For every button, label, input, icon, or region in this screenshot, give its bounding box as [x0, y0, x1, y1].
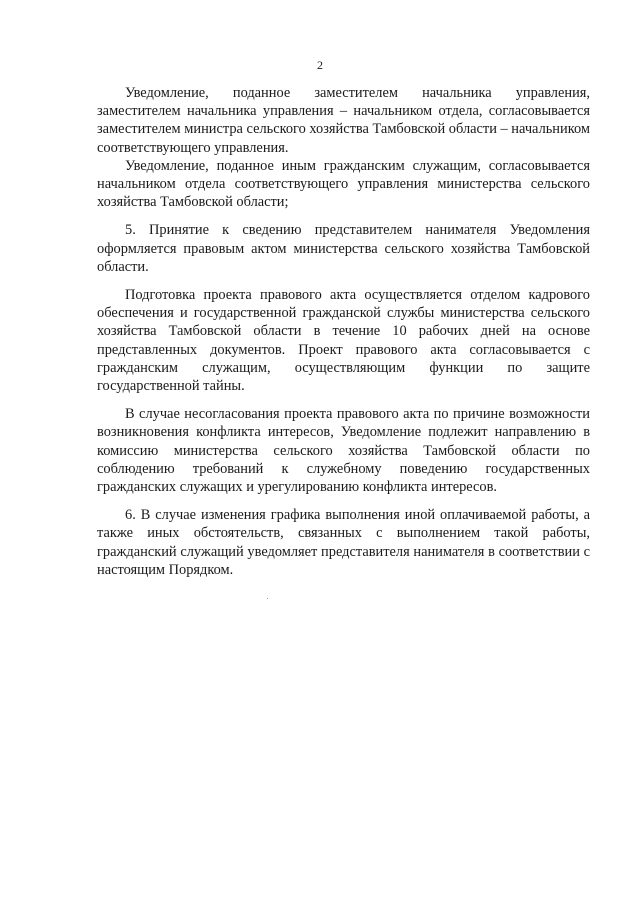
paragraph-other-servant-notice-approval: Уведомление, поданное иным гражданским служащим, согласовывается начальником отдела соответствующего управления министерства сельского хозяйства Тамбовской области;: [97, 157, 590, 211]
document-body: [97, 84, 590, 579]
page-number: 2: [317, 58, 323, 72]
paragraph-deputy-notice-approval: Уведомление, поданное заместителем начальника управления, заместителем начальника управления – начальником отдела, согласовывается заместителем министра сельского хозяйства Тамбовской области – начальником соответствующего управления.: [97, 85, 590, 156]
paragraph-legal-act-preparation: Подготовка проекта правового акта осуществляется отделом кадрового обеспечения и государственной гражданской службы министерства сельского хозяйства Тамбовской области в течение 10 рабочих дней на основе представленных документов. Проект правового акта согласовывается с гражданским служащим, осуществляющим функции по защите государственной тайны.: [97, 287, 590, 395]
paragraph-item-6-schedule-change: 6. В случае изменения графика выполнения иной оплачиваемой работы, а также иных обстоятельств, связанных с выполнением такой работы, гражданский служащий уведомляет представителя нанимателя в соответствии с настоящим Порядком.: [97, 507, 590, 578]
paragraph-conflict-of-interest: В случае несогласования проекта правового акта по причине возможности возникновения конфликта интересов, Уведомление подлежит направлению в комиссию министерства сельского хозяйства Тамбовской области по соблюдению требований к служебному поведению государственных гражданских служащих и урегулированию конфликта интересов.: [97, 406, 590, 496]
paragraph-item-5-legal-act: 5. Принятие к сведению представителем нанимателя Уведомления оформляется правовым актом министерства сельского хозяйства Тамбовской области.: [97, 222, 590, 275]
scan-speck: [267, 598, 268, 599]
